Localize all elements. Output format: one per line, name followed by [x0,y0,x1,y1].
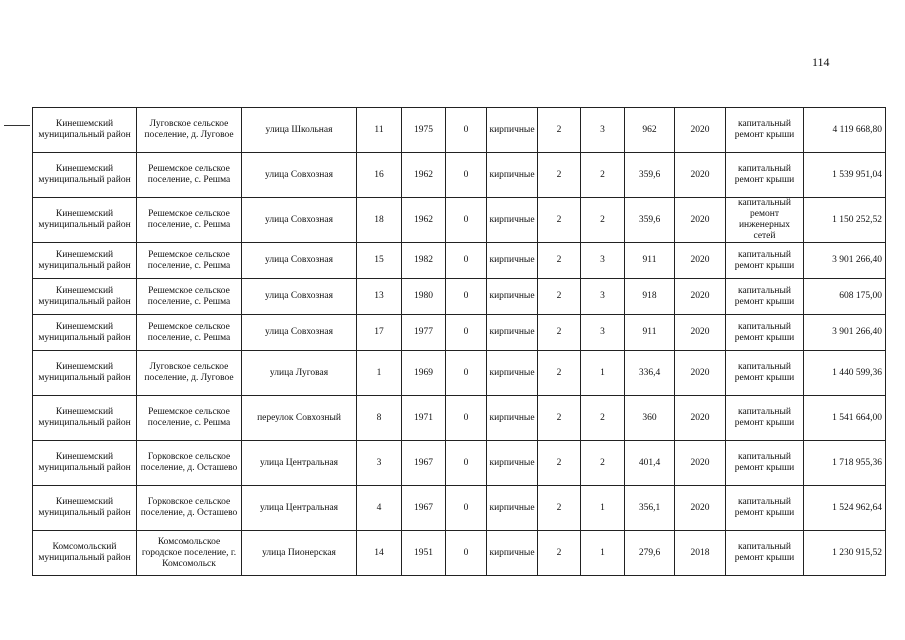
entrances-cell: 3 [581,108,625,153]
work-type-cell: капитальный ремонт крыши [726,396,804,441]
entrances-cell: 2 [581,441,625,486]
build-year-cell: 1962 [402,153,446,198]
table-row [33,396,886,441]
table-row [33,315,886,351]
plan-year-cell: 2020 [675,315,726,351]
district-cell: Кинешемский муниципальный район [33,486,137,531]
wall-material-cell: кирпичные [487,279,538,315]
street-cell: переулок Совхозный [242,396,357,441]
zero-cell: 0 [446,396,487,441]
build-year-cell: 1967 [402,486,446,531]
table-row [33,243,886,279]
cost-cell: 1 524 962,64 [804,486,886,531]
margin-mark [4,125,30,126]
table-row [33,441,886,486]
work-type-cell: капитальный ремонт крыши [726,279,804,315]
district-cell: Кинешемский муниципальный район [33,315,137,351]
cost-cell: 1 541 664,00 [804,396,886,441]
zero-cell: 0 [446,153,487,198]
house-number-cell: 15 [357,243,402,279]
district-cell: Кинешемский муниципальный район [33,243,137,279]
build-year-cell: 1977 [402,315,446,351]
wall-material-cell: кирпичные [487,108,538,153]
plan-year-cell: 2020 [675,486,726,531]
settlement-cell: Решемское сельское поселение, с. Решма [137,396,242,441]
work-type-cell: капитальный ремонт крыши [726,153,804,198]
settlement-cell: Луговское сельское поселение, д. Луговое [137,351,242,396]
street-cell: улица Центральная [242,486,357,531]
cost-cell: 3 901 266,40 [804,243,886,279]
wall-material-cell: кирпичные [487,315,538,351]
floors-cell: 2 [538,531,581,576]
entrances-cell: 2 [581,396,625,441]
wall-material-cell: кирпичные [487,243,538,279]
build-year-cell: 1962 [402,198,446,243]
work-type-cell: капитальный ремонт крыши [726,441,804,486]
work-type-cell: капитальный ремонт крыши [726,243,804,279]
build-year-cell: 1967 [402,441,446,486]
street-cell: улица Школьная [242,108,357,153]
area-cell: 962 [625,108,675,153]
zero-cell: 0 [446,441,487,486]
house-number-cell: 14 [357,531,402,576]
district-cell: Кинешемский муниципальный район [33,396,137,441]
zero-cell: 0 [446,315,487,351]
cost-cell: 1 718 955,36 [804,441,886,486]
area-cell: 918 [625,279,675,315]
cost-cell: 1 150 252,52 [804,198,886,243]
settlement-cell: Решемское сельское поселение, с. Решма [137,153,242,198]
settlement-cell: Луговское сельское поселение, д. Луговое [137,108,242,153]
wall-material-cell: кирпичные [487,153,538,198]
floors-cell: 2 [538,351,581,396]
street-cell: улица Центральная [242,441,357,486]
cost-cell: 1 539 951,04 [804,153,886,198]
house-number-cell: 8 [357,396,402,441]
build-year-cell: 1982 [402,243,446,279]
build-year-cell: 1951 [402,531,446,576]
plan-year-cell: 2020 [675,108,726,153]
wall-material-cell: кирпичные [487,486,538,531]
area-cell: 911 [625,315,675,351]
district-cell: Кинешемский муниципальный район [33,198,137,243]
build-year-cell: 1980 [402,279,446,315]
plan-year-cell: 2020 [675,153,726,198]
cost-cell: 3 901 266,40 [804,315,886,351]
wall-material-cell: кирпичные [487,198,538,243]
floors-cell: 2 [538,108,581,153]
floors-cell: 2 [538,486,581,531]
area-cell: 360 [625,396,675,441]
build-year-cell: 1975 [402,108,446,153]
street-cell: улица Пионерская [242,531,357,576]
wall-material-cell: кирпичные [487,531,538,576]
street-cell: улица Совхозная [242,315,357,351]
settlement-cell: Решемское сельское поселение, с. Решма [137,243,242,279]
plan-year-cell: 2020 [675,243,726,279]
wall-material-cell: кирпичные [487,396,538,441]
settlement-cell: Решемское сельское поселение, с. Решма [137,315,242,351]
area-cell: 401,4 [625,441,675,486]
street-cell: улица Совхозная [242,243,357,279]
table-row [33,198,886,243]
work-type-cell: капитальный ремонт крыши [726,351,804,396]
street-cell: улица Луговая [242,351,357,396]
work-type-cell: капитальный ремонт крыши [726,315,804,351]
zero-cell: 0 [446,198,487,243]
plan-year-cell: 2020 [675,198,726,243]
zero-cell: 0 [446,243,487,279]
entrances-cell: 2 [581,153,625,198]
plan-year-cell: 2018 [675,531,726,576]
settlement-cell: Решемское сельское поселение, с. Решма [137,279,242,315]
table-row [33,108,886,153]
district-cell: Кинешемский муниципальный район [33,279,137,315]
floors-cell: 2 [538,396,581,441]
area-cell: 336,4 [625,351,675,396]
house-number-cell: 4 [357,486,402,531]
plan-year-cell: 2020 [675,441,726,486]
district-cell: Кинешемский муниципальный район [33,153,137,198]
house-number-cell: 18 [357,198,402,243]
floors-cell: 2 [538,315,581,351]
street-cell: улица Совхозная [242,279,357,315]
street-cell: улица Совхозная [242,153,357,198]
table-row [33,531,886,576]
settlement-cell: Комсомольское городское поселение, г. Комсомольск [137,531,242,576]
house-number-cell: 1 [357,351,402,396]
district-cell: Кинешемский муниципальный район [33,108,137,153]
floors-cell: 2 [538,279,581,315]
zero-cell: 0 [446,531,487,576]
plan-year-cell: 2020 [675,396,726,441]
zero-cell: 0 [446,108,487,153]
entrances-cell: 1 [581,351,625,396]
zero-cell: 0 [446,486,487,531]
work-type-cell: капитальный ремонт крыши [726,486,804,531]
cost-cell: 1 440 599,36 [804,351,886,396]
area-cell: 911 [625,243,675,279]
entrances-cell: 3 [581,279,625,315]
area-cell: 356,1 [625,486,675,531]
area-cell: 359,6 [625,153,675,198]
work-type-cell: капитальный ремонт крыши [726,531,804,576]
cost-cell: 1 230 915,52 [804,531,886,576]
zero-cell: 0 [446,351,487,396]
floors-cell: 2 [538,441,581,486]
cost-cell: 608 175,00 [804,279,886,315]
work-type-cell: капитальный ремонт крыши [726,108,804,153]
page-number: 114 [812,55,830,69]
entrances-cell: 1 [581,486,625,531]
area-cell: 279,6 [625,531,675,576]
table-row [33,486,886,531]
build-year-cell: 1971 [402,396,446,441]
district-cell: Кинешемский муниципальный район [33,351,137,396]
district-cell: Комсомольский муниципальный район [33,531,137,576]
plan-year-cell: 2020 [675,351,726,396]
house-number-cell: 13 [357,279,402,315]
floors-cell: 2 [538,243,581,279]
entrances-cell: 2 [581,198,625,243]
settlement-cell: Решемское сельское поселение, с. Решма [137,198,242,243]
table-row [33,153,886,198]
settlement-cell: Горковское сельское поселение, д. Осташево [137,441,242,486]
work-type-cell: капитальный ремонт инженерных сетей [726,198,804,243]
area-cell: 359,6 [625,198,675,243]
build-year-cell: 1969 [402,351,446,396]
cost-cell: 4 119 668,80 [804,108,886,153]
district-cell: Кинешемский муниципальный район [33,441,137,486]
house-number-cell: 16 [357,153,402,198]
wall-material-cell: кирпичные [487,441,538,486]
table-row [33,351,886,396]
floors-cell: 2 [538,198,581,243]
house-number-cell: 3 [357,441,402,486]
housing-repair-table [32,107,886,576]
street-cell: улица Совхозная [242,198,357,243]
entrances-cell: 1 [581,531,625,576]
table-row [33,279,886,315]
plan-year-cell: 2020 [675,279,726,315]
house-number-cell: 17 [357,315,402,351]
entrances-cell: 3 [581,315,625,351]
entrances-cell: 3 [581,243,625,279]
house-number-cell: 11 [357,108,402,153]
floors-cell: 2 [538,153,581,198]
wall-material-cell: кирпичные [487,351,538,396]
settlement-cell: Горковское сельское поселение, д. Осташево [137,486,242,531]
zero-cell: 0 [446,279,487,315]
